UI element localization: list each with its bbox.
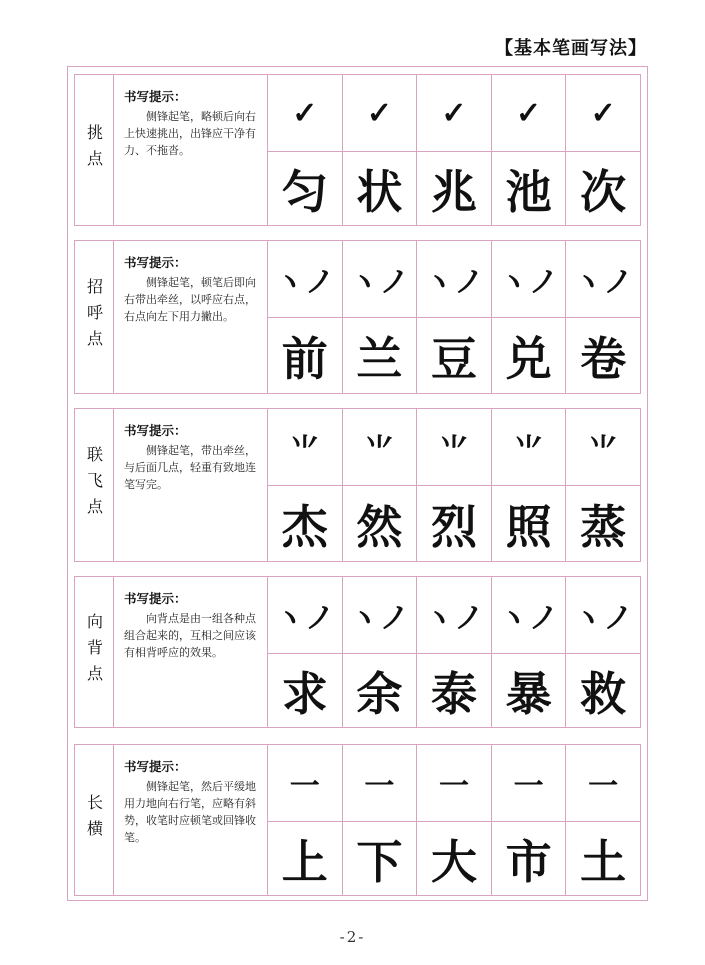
stroke-section-zhaohudian bbox=[74, 240, 641, 394]
stroke-example: ヽノ bbox=[573, 601, 634, 636]
tip-cell bbox=[114, 75, 268, 225]
section-name: 联飞点 bbox=[84, 446, 104, 524]
tip-text: 侧锋起笔，然后平缓地用力地向右行笔，应略有斜势，收笔时应顿笔或回锋收笔。 bbox=[124, 780, 256, 844]
tip-cell bbox=[114, 409, 268, 561]
tip-cell bbox=[114, 577, 268, 727]
stroke-example: ヽノ bbox=[417, 577, 492, 653]
stroke-example: ✓ bbox=[268, 75, 343, 151]
tip-text: 侧锋起笔，顿笔后即向右带出牵丝，以呼应右点，右点向左下用力撇出。 bbox=[124, 276, 256, 323]
example-char: 兆 bbox=[417, 152, 492, 225]
stroke-example: ✓ bbox=[492, 75, 567, 151]
stroke-example: ✓ bbox=[590, 95, 616, 131]
stroke-example: 一 bbox=[343, 745, 418, 821]
example-char: 市 bbox=[492, 822, 567, 895]
practice-grid bbox=[268, 241, 640, 393]
stroke-example: 一 bbox=[417, 745, 492, 821]
section-name: 挑点 bbox=[84, 124, 104, 176]
section-name-cell bbox=[75, 241, 114, 393]
stroke-row bbox=[268, 577, 640, 654]
stroke-example: ⺌ bbox=[343, 409, 418, 485]
stroke-example: ✓ bbox=[343, 75, 418, 151]
section-name-cell bbox=[75, 409, 114, 561]
example-char: 泰 bbox=[417, 654, 492, 727]
example-char: 土 bbox=[580, 834, 627, 889]
section-name: 向背点 bbox=[84, 613, 104, 691]
stroke-example: ⺌ bbox=[492, 409, 567, 485]
tip-title: 书写提示： bbox=[124, 89, 187, 104]
tip-text: 侧锋起笔，略顿后向右上快速挑出，出锋应干净有力、不拖沓。 bbox=[124, 110, 256, 157]
tip-cell bbox=[114, 241, 268, 393]
example-char: 豆 bbox=[417, 318, 492, 393]
practice-grid bbox=[268, 745, 640, 895]
example-char: 次 bbox=[580, 164, 627, 219]
section-name: 长横 bbox=[84, 794, 104, 846]
stroke-section-lianfeidian bbox=[74, 408, 641, 562]
tip-text: 侧锋起笔，带出牵丝，与后面几点，轻重有致地连笔写完。 bbox=[124, 444, 256, 491]
stroke-example: 一 bbox=[492, 745, 567, 821]
tip-title: 书写提示： bbox=[124, 423, 187, 438]
example-char: 前 bbox=[268, 318, 343, 393]
stroke-example: ⺌ bbox=[417, 409, 492, 485]
page-header-title: 【基本笔画写法】 bbox=[495, 38, 647, 59]
char-row bbox=[268, 318, 640, 393]
example-char: 照 bbox=[492, 486, 567, 561]
char-row bbox=[268, 486, 640, 561]
stroke-row bbox=[268, 409, 640, 486]
example-char: 暴 bbox=[492, 654, 567, 727]
practice-grid bbox=[268, 75, 640, 225]
stroke-example: ヽノ bbox=[417, 241, 492, 317]
example-char: 池 bbox=[492, 152, 567, 225]
stroke-section-xiangbeidian bbox=[74, 576, 641, 728]
stroke-example: ヽノ bbox=[343, 577, 418, 653]
example-char: 上 bbox=[268, 822, 343, 895]
stroke-example: ヽノ bbox=[573, 265, 634, 300]
example-char: 匀 bbox=[268, 152, 343, 225]
example-char: 下 bbox=[343, 822, 418, 895]
stroke-example: 一 bbox=[588, 769, 619, 804]
char-row bbox=[268, 152, 640, 225]
char-row bbox=[268, 822, 640, 895]
stroke-example: ⺌ bbox=[268, 409, 343, 485]
page-number: -2- bbox=[339, 928, 366, 946]
section-name: 招呼点 bbox=[84, 278, 104, 356]
section-name-cell bbox=[75, 745, 114, 895]
example-char: 蒸 bbox=[580, 499, 627, 554]
example-char: 杰 bbox=[268, 486, 343, 561]
example-char: 余 bbox=[343, 654, 418, 727]
char-row bbox=[268, 654, 640, 727]
tip-title: 书写提示： bbox=[124, 759, 187, 774]
stroke-example: ✓ bbox=[417, 75, 492, 151]
stroke-row bbox=[268, 75, 640, 152]
stroke-example: ヽノ bbox=[492, 241, 567, 317]
stroke-example: 一 bbox=[268, 745, 343, 821]
example-char: 大 bbox=[417, 822, 492, 895]
tip-title: 书写提示： bbox=[124, 591, 187, 606]
example-char: 兰 bbox=[343, 318, 418, 393]
stroke-example: ヽノ bbox=[268, 577, 343, 653]
tip-text: 向背点是由一组各种点组合起来的，互相之间应该有相背呼应的效果。 bbox=[124, 612, 256, 659]
example-char: 求 bbox=[268, 654, 343, 727]
stroke-section-tiaodian bbox=[74, 74, 641, 226]
tip-cell bbox=[114, 745, 268, 895]
practice-grid bbox=[268, 577, 640, 727]
example-char: 然 bbox=[343, 486, 418, 561]
stroke-example: ヽノ bbox=[492, 577, 567, 653]
example-char: 状 bbox=[343, 152, 418, 225]
stroke-row bbox=[268, 745, 640, 822]
section-name-cell bbox=[75, 577, 114, 727]
example-char: 兑 bbox=[492, 318, 567, 393]
stroke-example: ヽノ bbox=[268, 241, 343, 317]
example-char: 烈 bbox=[417, 486, 492, 561]
tip-title: 书写提示： bbox=[124, 255, 187, 270]
practice-grid bbox=[268, 409, 640, 561]
stroke-section-changheng bbox=[74, 744, 641, 896]
example-char: 救 bbox=[580, 666, 627, 721]
stroke-row bbox=[268, 241, 640, 318]
stroke-example: ⺌ bbox=[588, 433, 619, 468]
stroke-example: ヽノ bbox=[343, 241, 418, 317]
section-name-cell bbox=[75, 75, 114, 225]
example-char: 卷 bbox=[580, 331, 627, 386]
